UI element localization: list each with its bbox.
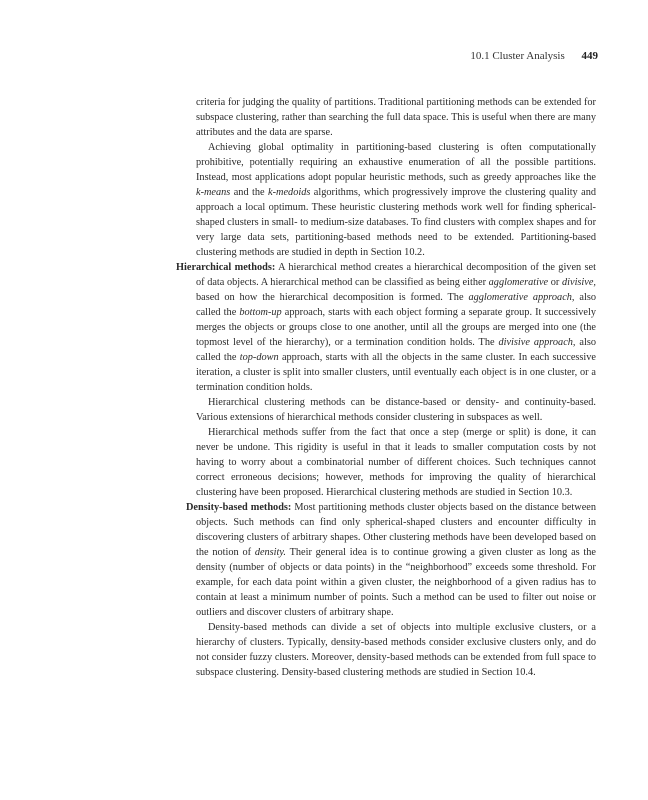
hierarchical-methods-term: Hierarchical methods: (176, 262, 276, 273)
term-divisive-approach: divisive approach, (498, 337, 576, 348)
section-title: 10.1 Cluster Analysis (470, 50, 565, 62)
term-density: density. (254, 547, 286, 558)
paragraph-hierarchical-variants: Hierarchical clustering methods can be distance-based or density- and continuity-based. Various extensions of hierarchical methods consider clustering in subspaces as well. (196, 397, 596, 423)
paragraph-density-intro: Density-based methods: Most partitioning methods cluster objects based on the distance between objects. Such methods can find only spherical-shaped clusters and encounter difficulty in discovering clusters of arbitrary shapes. Other clustering methods have been developed based on the notion of density. Their general idea is to continue growing a given cluster as long as the density (number of objects or data points) in the “neighborhood” exceeds some threshold. For example, for each data point within a given cluster, the neighborhood of a given radius has to contain at least a minimum number of points. Such a method can be used to filter out noise or outliers and discover clusters of arbitrary shape. (186, 502, 597, 618)
intro-block (196, 95, 596, 260)
term-kmeans: k-means (196, 187, 231, 198)
term-bottom-up: bottom-up (239, 307, 282, 318)
paragraph-density-clusters: Density-based methods can divide a set of objects into multiple exclusive clusters, or a hierarchy of clusters. Typically, density-based methods consider exclusive clusters only, and do not consider fuzzy clusters. Moreover, density-based methods can be extended from full space to subspace clustering. Density-based clustering methods are studied in Section 10.4. (196, 622, 596, 678)
term-top-down: top-down (239, 352, 279, 363)
density-methods-term: Density-based methods: (186, 502, 292, 513)
density-methods-entry (186, 500, 597, 680)
term-agglomerative-approach: agglomerative approach, (468, 292, 575, 303)
page-number: 449 (581, 50, 598, 62)
running-header (470, 50, 598, 62)
paragraph-global-optimality: Achieving global optimality in partitioning-based clustering is often computationally prohibitive, potentially requiring an exhaustive enumeration of all the possible partitions. Instead, most applications adopt popular heuristic methods, such as greedy approaches like the k-means and the k-medoids algorithms, which progressively improve the clustering quality and approach a local optimum. These heuristic clustering methods work well for finding spherical-shaped clusters in small- to medium-size databases. To find clusters with complex shapes and for very large data sets, partitioning-based methods need to be extended. Partitioning-based clustering methods are studied in depth in Section 10.2. (196, 142, 596, 258)
term-kmedoids: k-medoids (268, 187, 311, 198)
paragraph-hierarchical-intro: Hierarchical methods: A hierarchical method creates a hierarchical decomposition of the given set of data objects. A hierarchical method can be classified as being either agglomerative or divisive, based on how the hierarchical decomposition is formed. The agglomerative approach, also called the bottom-up approach, starts with each object forming a separate group. It successively merges the objects or groups close to one another, until all the groups are merged into one (the topmost level of the hierarchy), or a termination condition holds. The divisive approach, also called the top-down approach, starts with all the objects in the same cluster. In each successive iteration, a cluster is split into smaller clusters, until eventually each object is in one cluster, or a termination condition holds. (176, 262, 597, 393)
hierarchical-methods-entry (176, 260, 597, 500)
term-agglomerative: agglomerative (488, 277, 549, 288)
paragraph-hierarchical-rigidity: Hierarchical methods suffer from the fact that once a step (merge or split) is done, it can never be undone. This rigidity is useful in that it leads to smaller computation costs by not having to worry about a combinatorial number of different choices. Such techniques cannot correct erroneous decisions; however, methods for improving the quality of hierarchical clustering have been proposed. Hierarchical clustering methods are studied in Section 10.3. (196, 427, 596, 498)
term-divisive: divisive, (561, 277, 597, 288)
paragraph-partition-criteria: criteria for judging the quality of partitions. Traditional partitioning methods can be extended for subspace clustering, rather than searching the full data space. This is useful when there are many attributes and the data are sparse. (196, 97, 596, 138)
page-body (176, 95, 597, 680)
